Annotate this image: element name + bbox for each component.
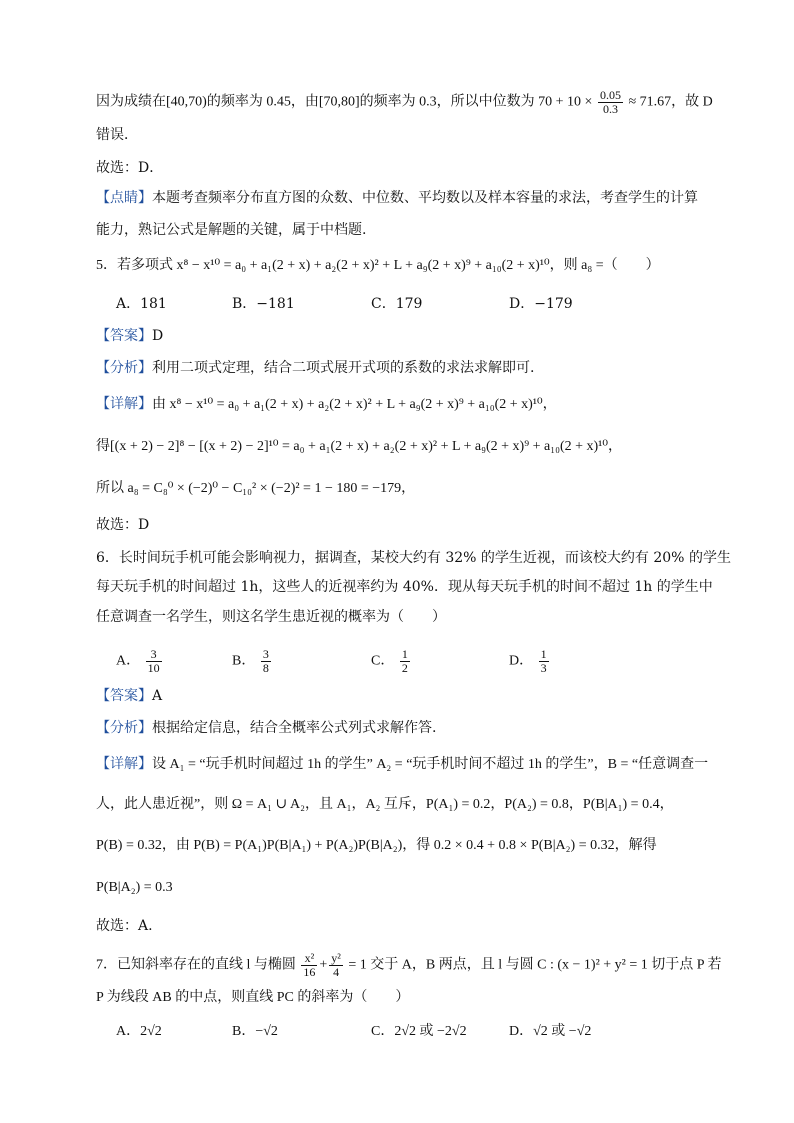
q7-option-a: A．2√2	[116, 1024, 162, 1039]
detail-line: P(B|A₂) = 0.3	[96, 880, 173, 895]
detail-line: 所以 a₈ = C₈⁰ × (−2)⁰ − C₁₀² × (−2)² = 1 − 180 = −179，	[96, 481, 416, 496]
fraction-denominator: 10	[147, 661, 160, 675]
question-6-line: 任意调查一名学生，则这名学生患近视的概率为（ ）	[96, 609, 446, 625]
detail-text: 由 x⁸ − x¹⁰ = a₀ + a₁(2 + x) + a₂(2 + x)² + L + a₉(2 + x)⁹ + a₁₀(2 + x)¹⁰，	[152, 397, 557, 412]
fraction	[146, 648, 162, 675]
fraction-numerator: x²	[301, 952, 317, 966]
option-label: B．	[232, 653, 256, 669]
fraction-denominator: 4	[333, 965, 340, 979]
fraction-numerator: 3	[146, 648, 162, 662]
plus-sign: +	[319, 957, 328, 973]
q6-option-a	[116, 648, 164, 675]
text-segment: ≈ 71.67，故 D	[628, 94, 713, 110]
analysis-line	[96, 718, 436, 738]
q5-option-a: A．181	[116, 296, 167, 312]
fraction-numerator: 3	[262, 647, 269, 661]
analysis-line	[96, 358, 534, 378]
comment-text: 本题考查频率分布直方图的众数、中位数、平均数以及样本容量的求法，考查学生的计算	[152, 190, 698, 206]
fraction	[261, 648, 271, 675]
detail-line	[96, 395, 557, 415]
question-5-stem: 5．若多项式 x⁸ − x¹⁰ = a₀ + a₁(2 + x) + a₂(2 + x)² + L + a₉(2 + x)⁹ + a₁₀(2 + x)¹⁰，则 a₈ =（ ）	[96, 258, 660, 273]
fraction-denominator: 0.3	[602, 102, 618, 116]
detail-line: 人，此人患近视”，则 Ω = A₁ ∪ A₂，且 A₁，A₂ 互斥，P(A₁) = 0.2，P(A₂) = 0.8，P(B|A₁) = 0.4，	[96, 797, 674, 812]
fraction-denominator: 16	[303, 965, 316, 979]
fraction-numerator: 0.05	[599, 88, 621, 102]
question-6-line: 每天玩手机的时间超过 1h，这些人的近视率约为 40%．现从每天玩手机的时间不超过 1h 的学生中	[96, 579, 713, 595]
detail-tag: 【详解】	[96, 757, 152, 772]
fraction	[598, 89, 623, 116]
answer-tag: 【答案】	[96, 688, 152, 704]
fraction-numerator: y²	[331, 951, 341, 965]
option-label: C．	[371, 653, 395, 669]
fraction-numerator: 1	[401, 647, 408, 661]
q5-option-c: C．179	[371, 296, 423, 312]
q7-option-b: B．−√2	[232, 1024, 278, 1039]
detail-tag: 【详解】	[96, 397, 152, 412]
question-7-line	[96, 952, 722, 979]
answer-value: D	[152, 328, 164, 344]
comment-line	[96, 188, 698, 208]
question-6-line: 6．长时间玩手机可能会影响视力，据调查，某校大约有 32% 的学生近视，而该校大约有 20% 的学生	[96, 550, 731, 566]
choice-line: 故选：D	[96, 517, 150, 533]
fraction	[301, 952, 317, 979]
fraction	[400, 648, 410, 675]
option-label: A．	[116, 653, 141, 669]
analysis-text: 根据给定信息，结合全概率公式列式求解作答.	[152, 720, 437, 736]
fraction-denominator: 3	[540, 661, 547, 675]
answer-value: A	[152, 688, 163, 704]
text-segment: 7．已知斜率存在的直线 l 与椭圆	[96, 957, 296, 973]
detail-line: 得[(x + 2) − 2]⁸ − [(x + 2) − 2]¹⁰ = a₀ + a₁(2 + x) + a₂(2 + x)² + L + a₉(2 + x)⁹ + a₁₀(2 + x)¹⁰，	[96, 439, 622, 454]
q6-option-b	[232, 648, 273, 675]
fraction	[329, 952, 343, 979]
choice-line: 故选：D．	[96, 160, 164, 176]
detail-line: P(B) = 0.32，由 P(B) = P(A₁)P(B|A₁) + P(A₂)P(B|A₂)，得 0.2 × 0.4 + 0.8 × P(B|A₂) = 0.32，解得	[96, 838, 657, 853]
comment-line: 能力，熟记公式是解题的关键，属于中档题.	[96, 222, 367, 238]
detail-line	[96, 755, 708, 775]
q6-option-d	[509, 648, 551, 675]
analysis-text: 利用二项式定理，结合二项式展开式项的系数的求法求解即可.	[152, 360, 535, 376]
detail-text: 设 A₁ = “玩手机时间超过 1h 的学生” A₂ = “玩手机时间不超过 1h 的学生”，B = “任意调查一	[152, 757, 709, 772]
text-line: 错误．	[96, 127, 138, 143]
q5-option-b: B．−181	[232, 296, 295, 312]
fraction-numerator: 1	[540, 647, 547, 661]
q7-option-c: C．2√2 或 −2√2	[371, 1024, 467, 1039]
answer-line	[96, 686, 162, 706]
q7-option-d: D．√2 或 −√2	[509, 1024, 592, 1039]
question-7-line: P 为线段 AB 的中点，则直线 PC 的斜率为（ ）	[96, 990, 410, 1005]
fraction-denominator: 8	[262, 661, 269, 675]
text-segment: 因为成绩在[40,70)的频率为 0.45，由[70,80]的频率为 0.3，所以中位数为 70 + 10 ×	[96, 94, 593, 110]
choice-line: 故选：A.	[96, 918, 153, 934]
q6-option-c	[371, 648, 412, 675]
analysis-tag: 【分析】	[96, 360, 152, 376]
text-segment: = 1 交于 A，B 两点，且 l 与圆 C : (x − 1)² + y² = 1 切于点 P 若	[348, 957, 722, 973]
answer-line	[96, 326, 163, 346]
text-line	[96, 89, 713, 116]
answer-tag: 【答案】	[96, 328, 152, 344]
comment-tag: 【点睛】	[96, 190, 152, 206]
q5-option-d: D．−179	[509, 296, 573, 312]
fraction	[539, 648, 549, 675]
analysis-tag: 【分析】	[96, 720, 152, 736]
fraction-denominator: 2	[401, 661, 408, 675]
option-label: D．	[509, 653, 534, 669]
